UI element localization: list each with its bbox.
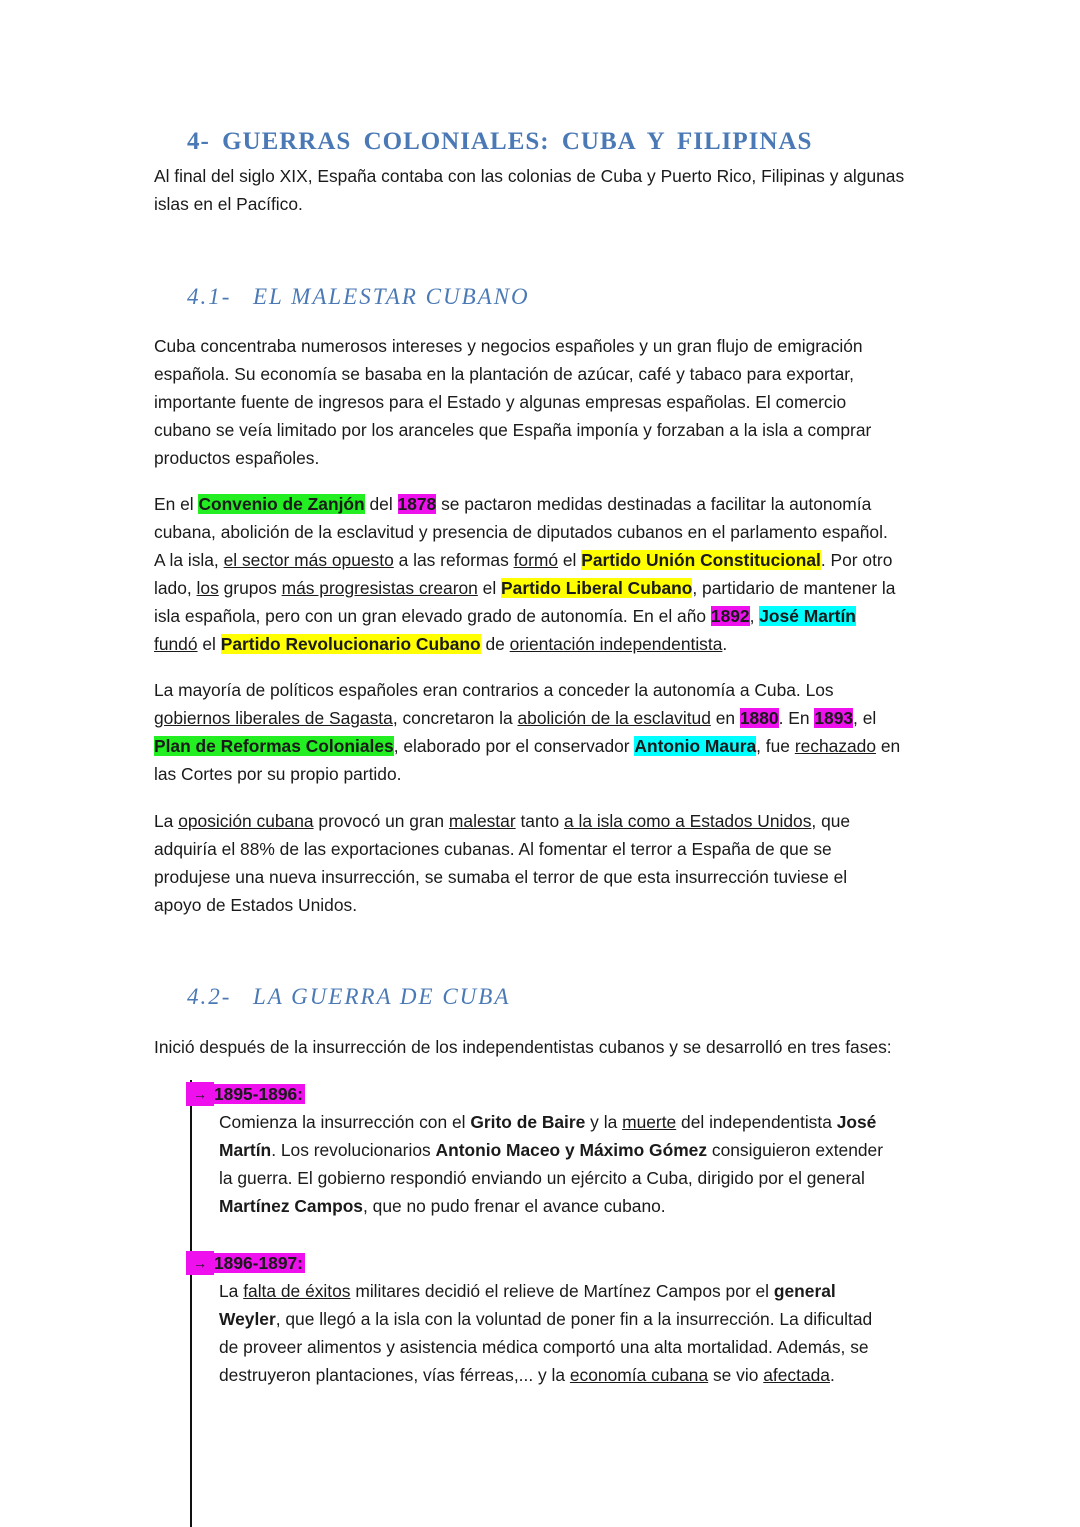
text-line: cubano se veía limitado por los aranceles que España imponía y forzaban a la isla a comprar — [154, 420, 872, 440]
text-line: productos españoles. — [154, 448, 320, 468]
text-line: En el Convenio de Zanjón del 1878 se pactaron medidas destinadas a facilitar la autonomía — [154, 494, 872, 514]
text-line: Martín. Los revolucionarios Antonio Maceo y Máximo Gómez consiguieron extender — [219, 1140, 883, 1160]
section-4-2-heading — [187, 984, 510, 1010]
heading-title: LA GUERRA DE CUBA — [253, 984, 511, 1009]
section-4-2-intro — [154, 1033, 934, 1061]
phase-1-header — [186, 1082, 305, 1106]
paragraph-opposition — [154, 807, 934, 919]
highlight-year: 1880 — [739, 708, 779, 728]
highlight-convenio: Convenio de Zanjón — [198, 494, 365, 514]
text-line: Weyler, que llegó a la isla con la voluntad de poner fin a la insurrección. La dificultad — [219, 1309, 873, 1329]
text-line: fundó el Partido Revolucionario Cubano de orientación independentista. — [154, 634, 728, 654]
highlight-year: 1878 — [397, 494, 437, 514]
text-line: Martínez Campos, que no pudo frenar el avance cubano. — [219, 1196, 666, 1216]
text-line: importante fuente de ingresos para el Estado y algunas empresas españolas. El comercio — [154, 392, 847, 412]
highlight-year: 1892 — [710, 606, 750, 626]
text-line: Cuba concentraba numerosos intereses y negocios españoles y un gran flujo de emigración — [154, 336, 863, 356]
arrow-right-icon: → — [186, 1082, 214, 1106]
heading-number: 4.1- — [187, 284, 232, 309]
section-4-heading: 4- GUERRAS COLONIALES: CUBA Y FILIPINAS — [187, 128, 813, 155]
text-line: lado, los grupos más progresistas crearon el Partido Liberal Cubano, partidario de mantener la — [154, 578, 896, 598]
text-line: Al final del siglo XIX, España contaba con las colonias de Cuba y Puerto Rico, Filipinas y algunas — [154, 166, 905, 186]
heading-title: EL MALESTAR CUBANO — [253, 284, 530, 309]
text-line: destruyeron plantaciones, vías férreas,... y la economía cubana se vio afectada. — [219, 1365, 835, 1385]
text-line: islas en el Pacífico. — [154, 194, 303, 214]
text-line: adquiría el 88% de las exportaciones cubanas. Al fomentar el terror a España de que se — [154, 839, 832, 859]
paragraph-economy — [154, 332, 934, 472]
paragraph-politicians — [154, 676, 934, 788]
text-line: isla española, pero con un gran elevado grado de autonomía. En el año 1892, José Martín — [154, 606, 856, 626]
text-line: apoyo de Estados Unidos. — [154, 895, 358, 915]
text-line: produjese una nueva insurrección, se sumaba el terror de que esta insurrección tuviese el — [154, 867, 848, 887]
highlight-party: Partido Revolucionario Cubano — [220, 634, 481, 654]
text-line: la guerra. El gobierno respondió enviando un ejército a Cuba, dirigido por el general — [219, 1168, 865, 1188]
paragraph-zanjon — [154, 490, 934, 658]
highlight-plan: Plan de Reformas Coloniales — [154, 736, 394, 756]
highlight-party: Partido Liberal Cubano — [501, 578, 693, 598]
phase-1-body — [219, 1108, 939, 1220]
text-line: cubana, abolición de la esclavitud y presencia de diputados cubanos en el parlamento español. — [154, 522, 888, 542]
text-line: A la isla, el sector más opuesto a las reformas formó el Partido Unión Constitucional. Por otro — [154, 550, 893, 570]
section-4-1-heading — [187, 284, 530, 310]
highlight-year: 1893 — [814, 708, 854, 728]
section-4-intro — [154, 162, 934, 218]
highlight-party: Partido Unión Constitucional — [581, 550, 821, 570]
arrow-right-icon: → — [186, 1251, 214, 1275]
text-line: La mayoría de políticos españoles eran contrarios a conceder la autonomía a Cuba. Los — [154, 680, 834, 700]
text-line: las Cortes por su propio partido. — [154, 764, 402, 784]
text-line: de proveer alimentos y asistencia médica comportó una alta mortalidad. Además, se — [219, 1337, 869, 1357]
text-line: gobiernos liberales de Sagasta, concretaron la abolición de la esclavitud en 1880. En 1893, el — [154, 708, 877, 728]
highlight-person: José Martín — [759, 606, 856, 626]
phase-dates: 1896-1897: — [214, 1253, 303, 1273]
text-line: Plan de Reformas Coloniales, elaborado por el conservador Antonio Maura, fue rechazado en — [154, 736, 901, 756]
timeline-line — [190, 1080, 192, 1527]
phase-2-body — [219, 1277, 939, 1389]
text-line: Comienza la insurrección con el Grito de Baire y la muerte del independentista José — [219, 1112, 877, 1132]
text-line: Inició después de la insurrección de los independentistas cubanos y se desarrolló en tres fases: — [154, 1037, 892, 1057]
phase-dates: 1895-1896: — [214, 1084, 303, 1104]
text-line: La falta de éxitos militares decidió el relieve de Martínez Campos por el general — [219, 1281, 836, 1301]
text-line: La oposición cubana provocó un gran malestar tanto a la isla como a Estados Unidos, que — [154, 811, 851, 831]
text-line: española. Su economía se basaba en la plantación de azúcar, café y tabaco para exportar, — [154, 364, 854, 384]
phase-2-header — [186, 1251, 305, 1275]
highlight-person: Antonio Maura — [634, 736, 757, 756]
heading-number: 4.2- — [187, 984, 232, 1009]
